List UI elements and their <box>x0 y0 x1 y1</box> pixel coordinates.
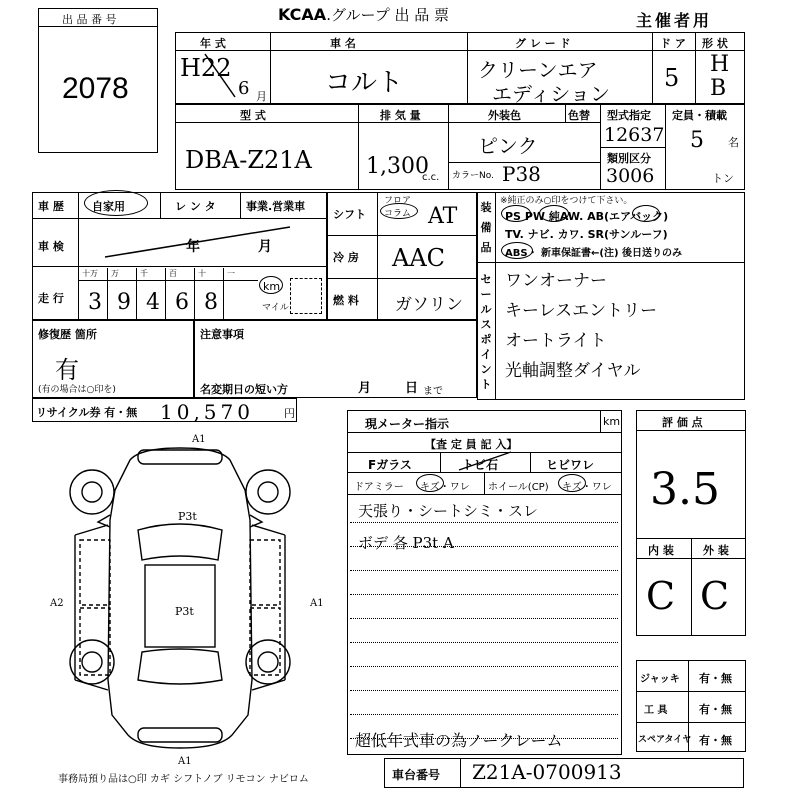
disp-label: 排 気 量 <box>380 109 421 122</box>
doors-label: ド ア <box>660 37 686 50</box>
history-opt-private: 自家用 <box>92 200 125 213</box>
equip-line2: TV. ナビ. カワ. SR(サンルーフ) <box>505 228 668 241</box>
typedesig-value: 12637 <box>604 124 665 146</box>
month-unit: 月 <box>256 90 267 103</box>
jack-yn: 有・無 <box>699 672 732 685</box>
shift-column: コラム <box>384 209 411 219</box>
shift-floor: フロア <box>384 196 412 206</box>
fuel-label: 燃 料 <box>333 294 359 307</box>
km-circle <box>259 276 283 294</box>
model-value: コルト <box>325 68 404 98</box>
load-unit: トン <box>712 172 734 185</box>
expiry-label: 名変期日の短い方 <box>200 383 288 396</box>
expiry-day: 日 <box>405 381 419 396</box>
exterior-score: C <box>700 574 730 618</box>
colornum-label: 色替 <box>568 109 590 122</box>
class-value: 3006 <box>606 165 655 187</box>
year-label: 年 式 <box>200 37 226 50</box>
repair-note: (有の場合は○印を) <box>38 385 116 395</box>
repair-label: 修復歴 箇所 <box>38 328 97 341</box>
model-label: 車 名 <box>330 37 356 50</box>
exterior-label: 外 装 <box>703 544 729 557</box>
grade-label: グ レ ー ド <box>515 37 571 50</box>
history-opt-business: 事業.営業車 <box>246 200 306 213</box>
meter-label: 現メーター指示 <box>365 417 450 431</box>
header-role: 主催者用 <box>636 11 713 30</box>
wheel-rear-right-hub <box>258 652 278 672</box>
inspection-label: 車 検 <box>38 240 64 253</box>
front-right-mirror <box>250 515 262 527</box>
mileage-digit-2: 4 <box>146 290 160 315</box>
recycle-unit: 円 <box>284 407 295 420</box>
wheel-label: ホイール(CP) <box>488 482 549 493</box>
sales-point-0: ワンオーナー <box>505 271 607 291</box>
mileage-digit-3: 6 <box>175 290 189 315</box>
colorno-label: カラーNo. <box>452 171 494 181</box>
wheel-front-right <box>246 470 290 514</box>
sales-point-3: 光軸調整ダイヤル <box>505 361 641 381</box>
glass-strike <box>455 448 515 474</box>
history-opt-rental: レ ン タ <box>175 200 216 213</box>
comment-line2: ボデ 各 P3t A <box>358 534 454 552</box>
capacity-value: 5 <box>690 128 704 153</box>
mirror-opt: キズ・ワレ <box>420 482 470 493</box>
wheel-rear-left <box>70 640 114 684</box>
spare-label: スペアタイヤ <box>638 735 692 745</box>
type-value: DBA-Z21A <box>185 146 312 174</box>
year-month: 6 <box>238 78 250 99</box>
disp-unit: c.c. <box>422 172 440 183</box>
color-label: 外装色 <box>488 109 521 122</box>
pw-circle <box>539 205 569 222</box>
comment-line1: 天張り・シートシミ・スレ <box>358 502 539 520</box>
body-label: 形 状 <box>702 37 728 50</box>
fuel-value: ガソリン <box>395 295 463 315</box>
glass-opt-chip: トビ石 <box>462 458 499 472</box>
lot-label: 出 品 番 号 <box>62 13 117 26</box>
color-value: ピンク <box>478 134 538 158</box>
header-title: KCAA.グループ 出 品 票 <box>278 5 450 24</box>
header-logo: KCAA <box>278 5 327 24</box>
sales-point-2: オートライト <box>505 331 607 351</box>
wheel-rear-right <box>246 640 290 684</box>
ps-circle <box>501 205 531 222</box>
map-hood: P3t <box>178 510 197 523</box>
sales-point-1: キーレスエントリー <box>505 301 658 321</box>
ac-value: AAC <box>392 244 446 272</box>
disp-value: 1,300 <box>366 154 429 179</box>
right-door-top <box>250 540 280 605</box>
type-label: 型 式 <box>240 109 266 122</box>
chassis-label: 車台番号 <box>392 768 441 782</box>
digit-head-0: 十万 <box>82 269 98 278</box>
digit-head-1: 万 <box>111 269 119 278</box>
car-damage-diagram <box>20 430 340 770</box>
mileage-label: 走 行 <box>38 292 64 305</box>
class-label: 類別区分 <box>607 152 651 165</box>
mirror-label: ドアミラー <box>354 482 404 493</box>
repair-value: 有 <box>55 356 79 384</box>
inspection-month: 月 <box>258 239 272 255</box>
wheel-opt: キズ・ワレ <box>562 482 612 493</box>
doors-value: 5 <box>664 64 680 92</box>
year-era: H22 <box>180 54 232 82</box>
map-roof: P3t <box>175 605 194 618</box>
glass-label: Fガラス <box>368 458 412 472</box>
office-items: 事務局預り品は○印 カギ シフトノブ リモコン ナビロム <box>58 774 309 785</box>
lot-number: 2078 <box>62 72 129 105</box>
left-door-top <box>80 540 110 605</box>
expiry-until: まで <box>423 386 443 397</box>
map-left: A2 <box>50 598 64 609</box>
recycle-label: リサイクル券 有・無 <box>36 406 138 419</box>
spare-yn: 有・無 <box>699 734 732 747</box>
map-right: A1 <box>310 598 324 609</box>
inspection-year: 年 <box>186 239 200 255</box>
jack-label: ジャッキ <box>640 674 680 685</box>
colorno-value: P38 <box>502 162 541 186</box>
shift-circle <box>380 203 418 219</box>
mirror-circle <box>416 474 444 492</box>
recycle-value: 10,570 <box>160 400 254 424</box>
rear-window <box>138 649 222 684</box>
mileage-digit-0: 3 <box>88 290 102 315</box>
wheel-front-right-hub <box>258 482 278 502</box>
wheel-front-left <box>70 470 114 514</box>
front-bumper <box>138 450 222 464</box>
typedesig-label: 型式指定 <box>607 109 651 122</box>
wheel-rear-left-hub <box>82 652 102 672</box>
shift-label: シフト <box>333 208 366 221</box>
wheel-circle <box>558 474 586 492</box>
digit-head-5: 一 <box>227 269 235 278</box>
grade-line1: クリーンエア <box>478 58 598 82</box>
bottom-comment: 超低年式車の為ノークレーム <box>355 731 563 750</box>
front-left-mirror <box>98 515 110 527</box>
tool-label: 工 具 <box>644 705 668 716</box>
body-line1: H <box>710 52 730 77</box>
mileage-digit-1: 9 <box>117 290 131 315</box>
map-rear: A1 <box>178 756 192 767</box>
expiry-month: 月 <box>358 381 372 396</box>
ab-circle <box>632 205 660 222</box>
digit-head-2: 千 <box>140 269 148 278</box>
car-body-outline <box>108 448 252 748</box>
inspector-heading: 【査 定 員 記 入】 <box>425 438 518 451</box>
body-line2: B <box>710 76 727 101</box>
capacity-unit: 名 <box>728 136 739 149</box>
windshield <box>138 524 222 560</box>
equip-line1: PS PW 純AW. AB(エアバック) <box>505 210 669 223</box>
tool-yn: 有・無 <box>699 703 732 716</box>
glass-opt-crack: ヒビワレ <box>546 458 595 472</box>
history-label: 車 歴 <box>38 200 64 213</box>
wheel-front-left-hub <box>82 482 102 502</box>
score-value: 3.5 <box>650 464 720 515</box>
mileage-digit-4: 8 <box>204 290 218 315</box>
equip-note: ※純正のみ○印をつけて下さい。 <box>500 196 633 206</box>
digit-head-4: 十 <box>198 269 206 278</box>
chassis-value: Z21A-0700913 <box>472 760 622 784</box>
digit-head-3: 百 <box>169 269 177 278</box>
interior-label: 内 装 <box>648 544 674 557</box>
history-circle <box>84 190 148 216</box>
sales-vlabel: セールスポイント <box>480 273 492 391</box>
interior-score: C <box>646 574 676 618</box>
grade-line2: エディション <box>492 82 610 106</box>
inspection-strike <box>100 222 300 262</box>
score-label: 評 価 点 <box>662 416 703 429</box>
equip-vlabel: 装備品 <box>480 201 492 254</box>
abs-circle <box>501 242 533 259</box>
map-front: A1 <box>192 434 206 445</box>
rear-bumper <box>138 728 222 742</box>
capacity-label: 定員・積載 <box>672 109 727 122</box>
notes-label: 注意事項 <box>200 328 244 341</box>
mileage-km: km <box>263 280 281 293</box>
mileage-extra-box <box>290 278 322 314</box>
shift-value: AT <box>428 204 458 229</box>
equip-line3: ABS・ 新車保証書←(注) 後日送りのみ <box>505 248 683 259</box>
mileage-mile: マイル <box>262 303 289 313</box>
meter-unit: km <box>603 415 621 428</box>
ac-label: 冷 房 <box>333 251 359 264</box>
